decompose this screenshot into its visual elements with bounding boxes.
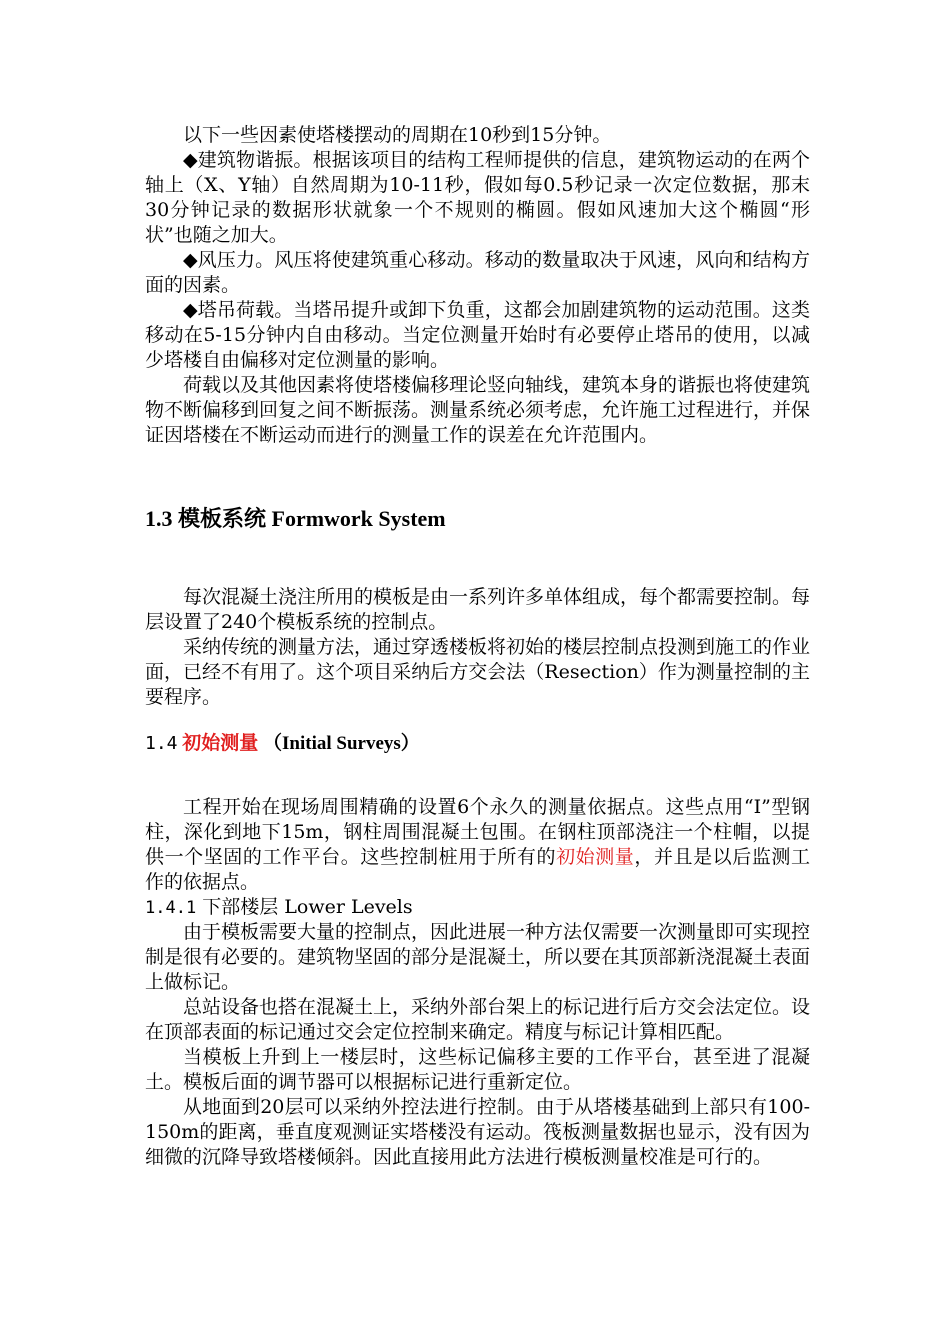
paragraph: 以下一些因素使塔楼摆动的周期在10秒到15分钟。: [183, 124, 612, 146]
paragraph: 由于模板需要大量的控制点，因此进展一种方法仅需要一次测量即可实现控制是很有必要的。建筑物坚固的部分是混凝土，所以要在其顶部新浇混凝土表面上做标记。: [145, 921, 811, 993]
paragraph: ◆建筑物谐振。根据该项目的结构工程师提供的信息，建筑物运动的在两个轴上（X、Y轴）自然周期为10-11秒，假如每0.5秒记录一次定位数据，那末30分钟记录的数据形状就象一个不规则的椭圆。假如风速加大这个椭圆“形状”也随之加大。: [145, 149, 810, 246]
section-heading-1-3: 1.3 模板系统 Formwork System: [145, 506, 446, 531]
section-1-4-body: [145, 795, 810, 895]
section-heading-1-4: [145, 731, 420, 756]
paragraph: 采纳传统的测量方法，通过穿透楼板将初始的楼层控制点投测到施工的作业面，已经不有用了。这个项目采纳后方交会法（Resection）作为测量控制的主要程序。: [145, 636, 811, 708]
section-number: 1.4: [145, 733, 178, 754]
subsection-heading-1-4-1: [145, 895, 413, 921]
highlighted-term: 初始测量: [556, 846, 635, 868]
text-run: ，并且是以后监测工作的依据点。: [145, 846, 810, 893]
text-run: 工程开始在现场周围精确的设置6个永久的测量依据点。这些点用“I”型钢柱，深化到地下15m，钢柱周围混凝土包围。在钢柱顶部浇注一个柱帽，以提供一个坚固的工作平台。这些控制桩用于所有的: [145, 796, 810, 868]
subsection-number: 1.4.1: [145, 898, 197, 918]
paragraph: 当模板上升到上一楼层时，这些标记偏移主要的工作平台，甚至进了混凝土。模板后面的调节器可以根据标记进行重新定位。: [145, 1046, 810, 1093]
paragraph: 从地面到20层可以采纳外控法进行控制。由于从塔楼基础到上部只有100-150m的距离，垂直度观测证实塔楼没有运动。筏板测量数据也显示，没有因为细微的沉降导致塔楼倾斜。因此直接用此方法进行模板测量校准是可行的。: [145, 1096, 810, 1168]
section-1-4-1-body: [145, 920, 810, 1170]
section-title-cn: 初始测量: [182, 733, 259, 754]
section-title-en: （Initial Surveys）: [263, 733, 420, 754]
intro-block: [145, 123, 810, 448]
subsection-title: 下部楼层 Lower Levels: [202, 896, 413, 918]
paragraph: 每次混凝土浇注所用的模板是由一系列许多单体组成，每个都需要控制。每层设置了240个模板系统的控制点。: [145, 586, 811, 633]
paragraph: 荷载以及其他因素将使塔楼偏移理论竖向轴线，建筑本身的谐振也将使建筑物不断偏移到回复之间不断振荡。测量系统必须考虑，允许施工过程进行，并保证因塔楼在不断运动而进行的测量工作的误差在允许范围内。: [145, 374, 811, 446]
paragraph: 总站设备也搭在混凝土上，采纳外部台架上的标记进行后方交会法定位。设在顶部表面的标记通过交会定位控制来确定。精度与标记计算相匹配。: [145, 996, 811, 1043]
paragraph: ◆风压力。风压将使建筑重心移动。移动的数量取决于风速，风向和结构方面的因素。: [145, 249, 810, 296]
section-1-3-body: [145, 585, 810, 710]
paragraph: ◆塔吊荷载。当塔吊提升或卸下负重，这都会加剧建筑物的运动范围。这类移动在5-15分钟内自由移动。当定位测量开始时有必要停止塔吊的使用，以减少塔楼自由偏移对定位测量的影响。: [145, 299, 810, 371]
paragraph: [145, 795, 810, 895]
